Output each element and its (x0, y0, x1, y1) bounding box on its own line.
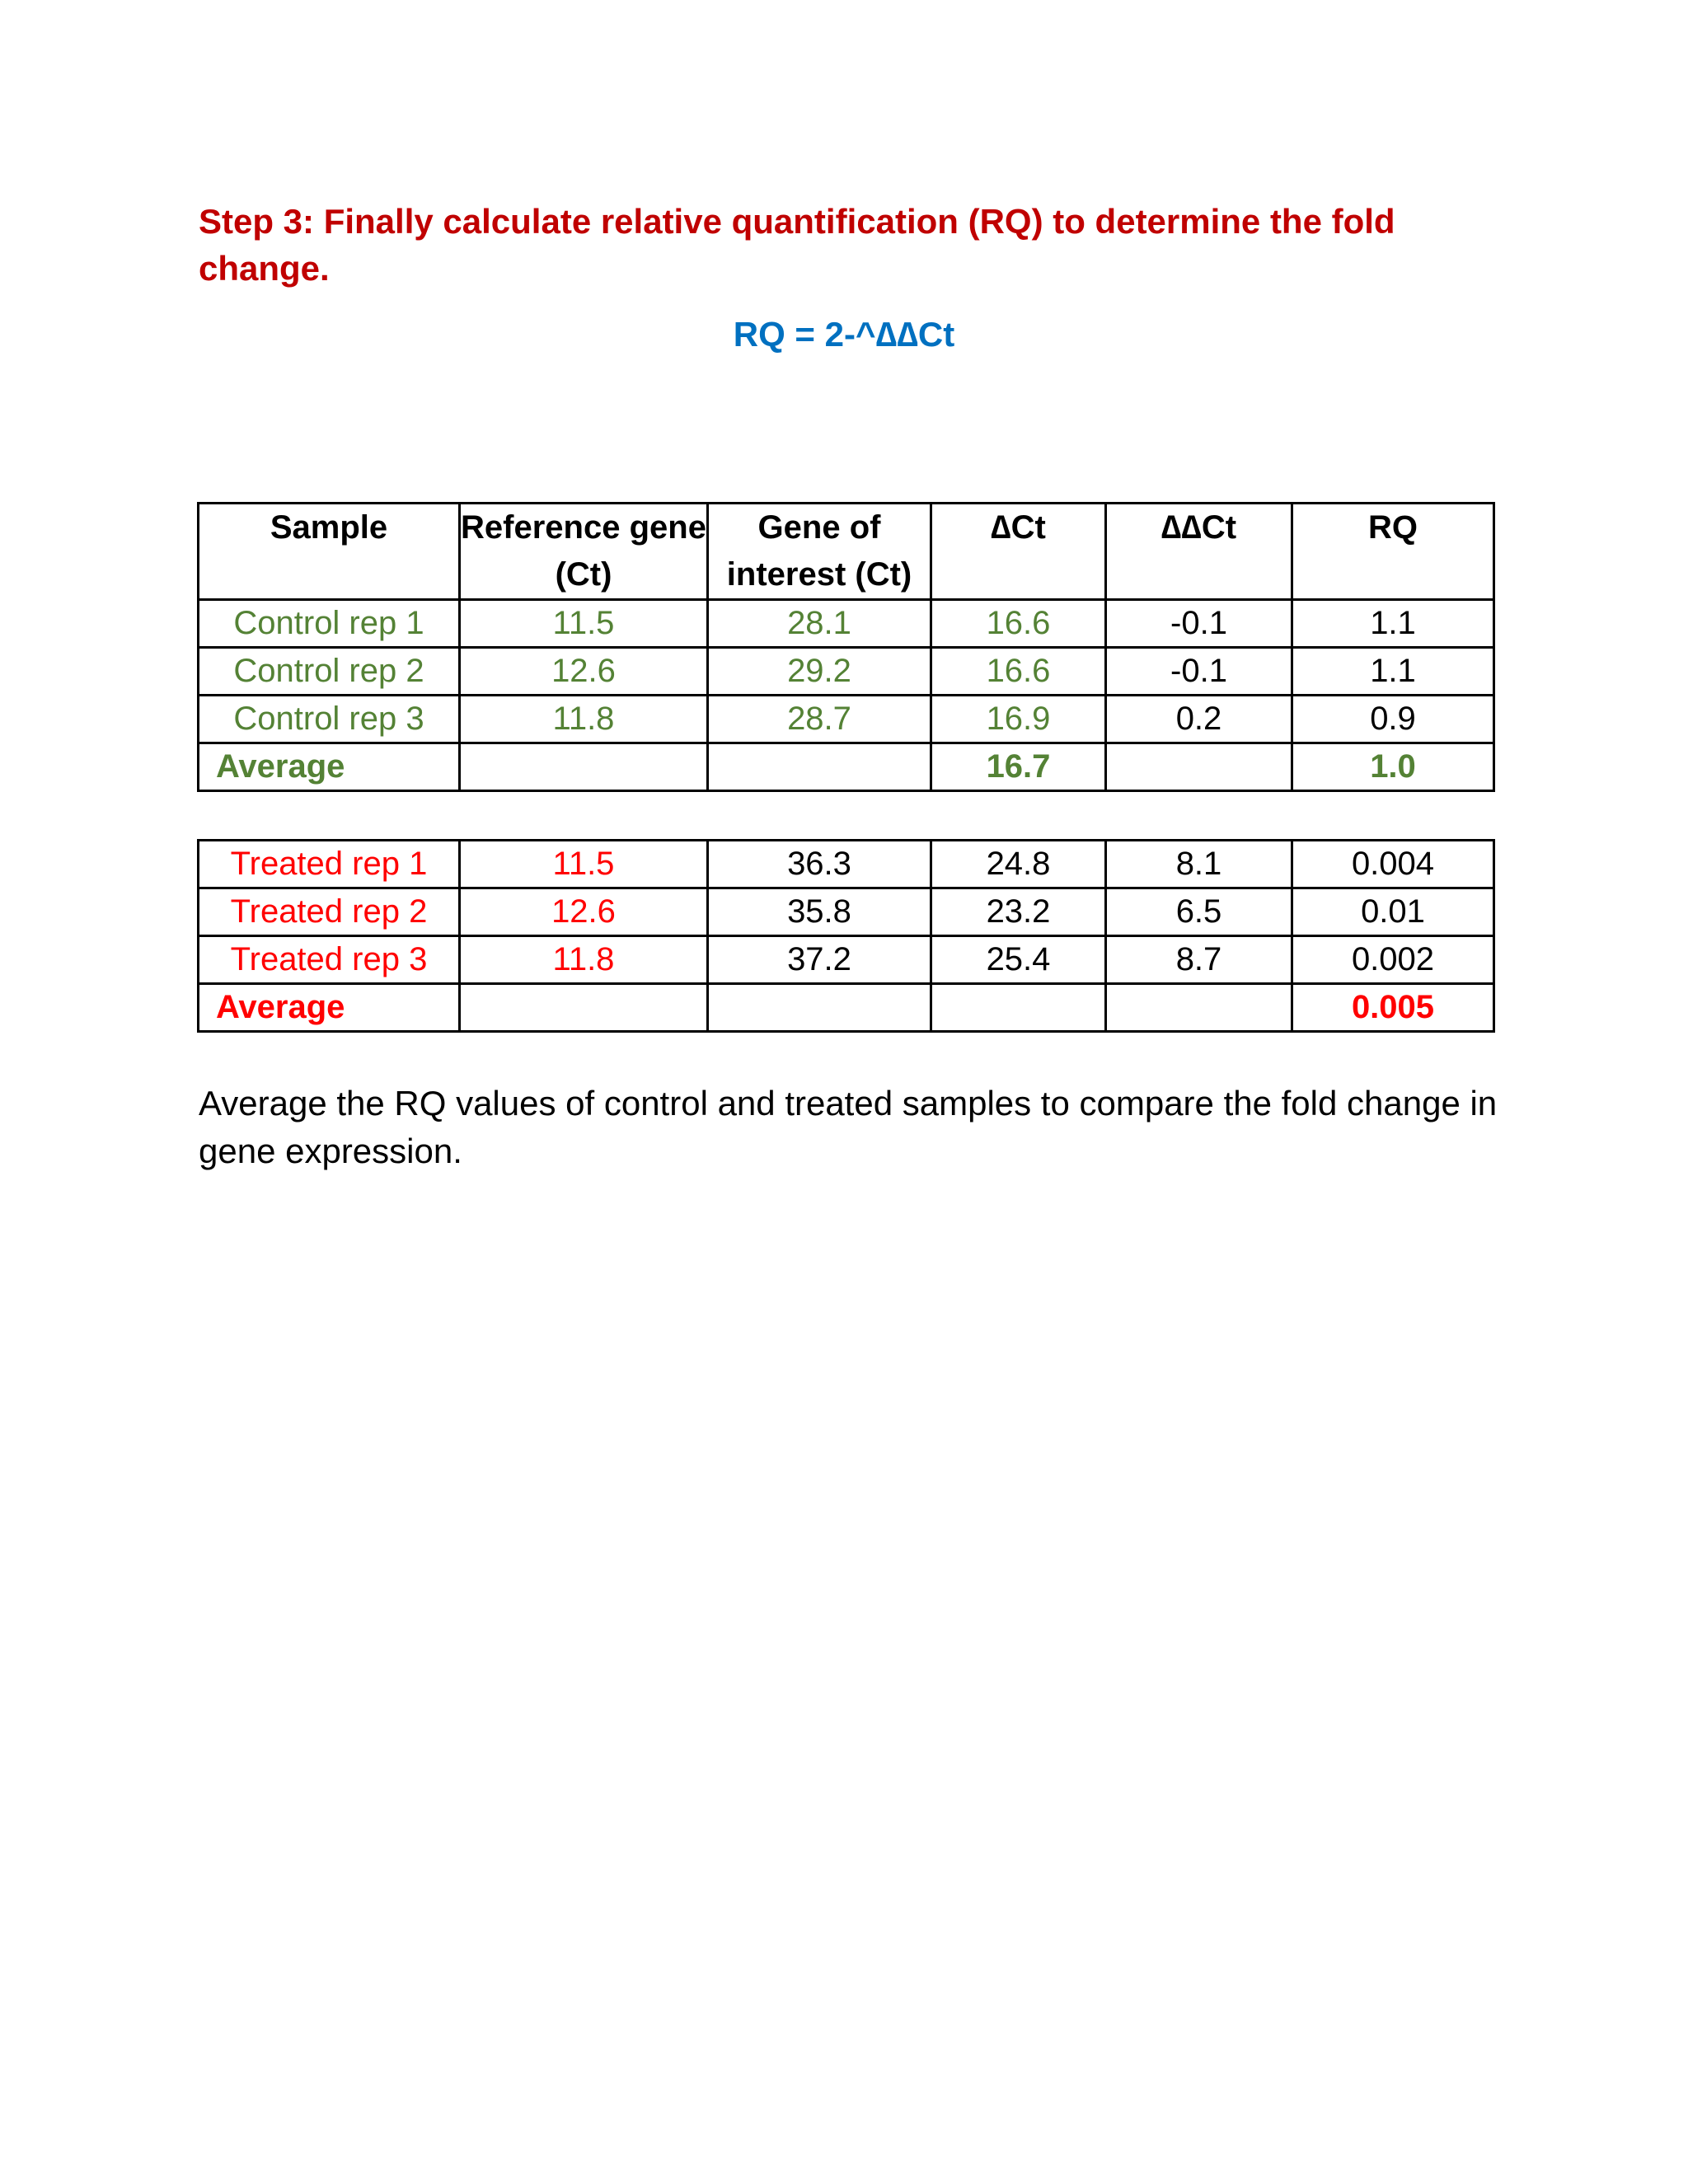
rq-cell: 0.004 (1292, 841, 1494, 888)
delta-ct-cell: 16.9 (931, 696, 1106, 743)
reference-ct-cell: 12.6 (460, 648, 708, 696)
sample-cell: Treated rep 2 (199, 888, 460, 936)
delta-delta-ct-cell: -0.1 (1106, 648, 1292, 696)
rq-cell: 1.1 (1292, 648, 1494, 696)
sample-cell: Control rep 3 (199, 696, 460, 743)
delta-ct-cell: 25.4 (931, 936, 1106, 984)
reference-ct-cell: 12.6 (460, 888, 708, 936)
control-table (197, 502, 1495, 792)
reference-ct-cell: 11.5 (460, 600, 708, 648)
delta-ct-cell: 23.2 (931, 888, 1106, 936)
sample-cell: Control rep 2 (199, 648, 460, 696)
average-rq: 0.005 (1292, 984, 1494, 1032)
table-row (199, 888, 1494, 936)
average-label: Average (199, 743, 460, 791)
gene-ct-cell: 28.1 (708, 600, 931, 648)
gene-ct-cell: 28.7 (708, 696, 931, 743)
header-reference-gene: Reference gene (Ct) (460, 504, 708, 600)
sample-cell: Treated rep 1 (199, 841, 460, 888)
header-sample: Sample (199, 504, 460, 600)
table-row (199, 841, 1494, 888)
header-rq: RQ (1292, 504, 1494, 600)
gene-ct-cell: 29.2 (708, 648, 931, 696)
average-rq: 1.0 (1292, 743, 1494, 791)
table-row (199, 648, 1494, 696)
sample-cell: Treated rep 3 (199, 936, 460, 984)
delta-delta-ct-cell: 8.7 (1106, 936, 1292, 984)
reference-ct-cell: 11.8 (460, 696, 708, 743)
delta-delta-ct-cell: 6.5 (1106, 888, 1292, 936)
header-row (199, 504, 1494, 600)
control-average-row (199, 743, 1494, 791)
rq-cell: 0.002 (1292, 936, 1494, 984)
header-delta-delta-ct: ∆∆Ct (1106, 504, 1292, 600)
rq-cell: 0.9 (1292, 696, 1494, 743)
explanation-note: Average the RQ values of control and treated samples to compare the fold change in gene expression. (199, 1084, 1498, 1170)
treated-average-row (199, 984, 1494, 1032)
header-delta-ct: ∆Ct (931, 504, 1106, 600)
delta-ct-cell: 24.8 (931, 841, 1106, 888)
average-delta-ct: 16.7 (931, 743, 1106, 791)
reference-ct-cell: 11.8 (460, 936, 708, 984)
delta-delta-ct-cell: 8.1 (1106, 841, 1292, 888)
reference-ct-cell: 11.5 (460, 841, 708, 888)
rq-cell: 1.1 (1292, 600, 1494, 648)
delta-delta-ct-cell: 0.2 (1106, 696, 1292, 743)
average-label: Average (199, 984, 460, 1032)
header-gene-of-interest: Gene of interest (Ct) (708, 504, 931, 600)
delta-ct-cell: 16.6 (931, 648, 1106, 696)
table-row (199, 936, 1494, 984)
rq-formula: RQ = 2-^∆∆Ct (733, 315, 955, 354)
gene-ct-cell: 36.3 (708, 841, 931, 888)
rq-cell: 0.01 (1292, 888, 1494, 936)
delta-delta-ct-cell: -0.1 (1106, 600, 1292, 648)
table-row (199, 696, 1494, 743)
sample-cell: Control rep 1 (199, 600, 460, 648)
gene-ct-cell: 37.2 (708, 936, 931, 984)
treated-table (197, 839, 1495, 1033)
step-heading: Step 3: Finally calculate relative quantification (RQ) to determine the fold change. (199, 202, 1395, 288)
table-row (199, 600, 1494, 648)
delta-ct-cell: 16.6 (931, 600, 1106, 648)
gene-ct-cell: 35.8 (708, 888, 931, 936)
